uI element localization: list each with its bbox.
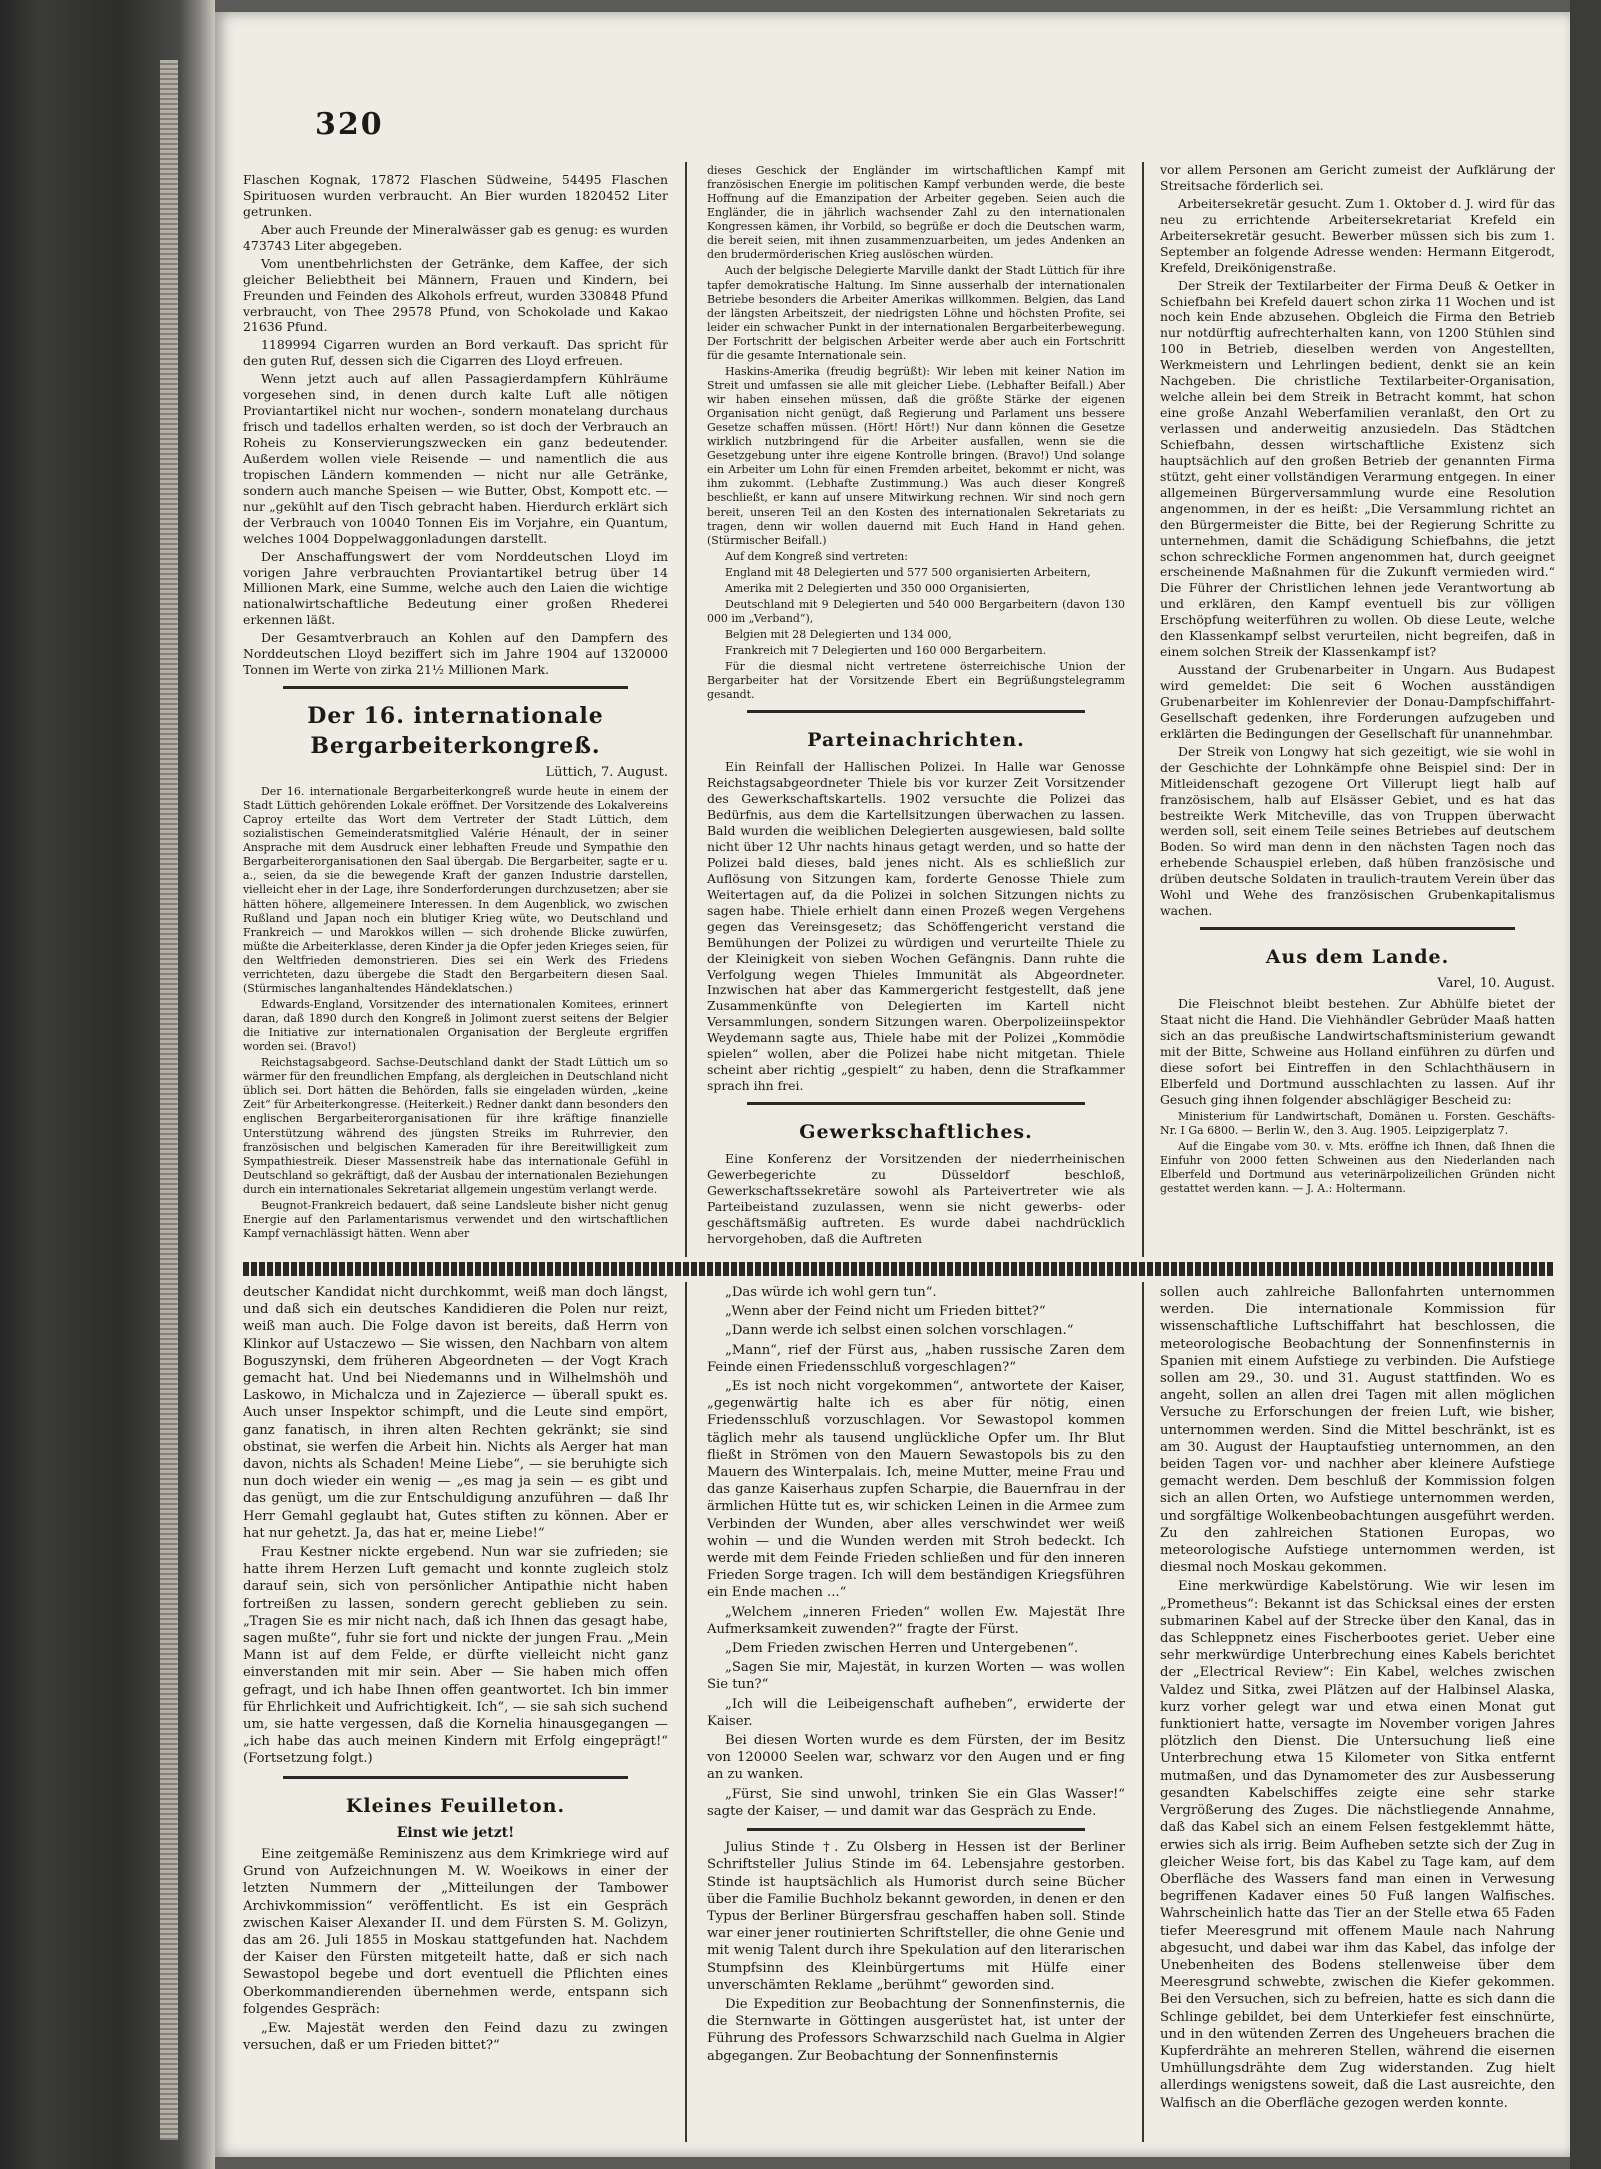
paragraph: dieses Geschick der Engländer im wirtschaftlichen Kampf mit französischen Energie im politischen Kampf verbunden werde, die beste Hoffnung auf die Emanzipation der Arbeiter gegeben. Seien auch die Engländer, die in jährlich wachsender Zahl zu den internationalen Kongressen kämen, ihr Vorbild, so begrüße er doch die Deutschen warm, die bereit seien, mit ihnen zusammenzuarbeiten, um jedes Andenken an den brudermörderischen Krieg auslöschen würden.: [707, 164, 1125, 262]
paragraph: Deutschland mit 9 Delegierten und 540 000 Bergarbeitern (davon 130 000 im „Verband“),: [707, 597, 1125, 625]
paragraph: Flaschen Kognak, 17872 Flaschen Südweine, 54495 Flaschen Spirituosen wurden verbraucht. An Bier wurden 1820452 Liter getrunken.: [243, 172, 668, 219]
paragraph: Frankreich mit 7 Delegierten und 160 000 Bergarbeitern.: [725, 644, 1047, 658]
paragraph: Ein Reinfall der Hallischen Polizei. In Halle war Genosse Reichstagsabgeordneter Thiele bis vor kurzer Zeit Vorsitzender des Gewerkschaftskartells. 1902 versuchte die Polizei das Bedürfnis, aus dem die Kartellsitzungen überwachen zu lassen. Bald wurden die weiblichen Delegierten ausgewiesen, bald sollte nicht über 12 Uhr nachts hinaus getagt werden, und so hatte der Polizei bald dieses, bald jenes nicht. Als es schließlich zur Auflösung von Sitzungen kam, forderte Genosse Thiele zum Weitertagen auf, da die Polizei in solchen Sitzungen nichts zu sagen habe. Thiele erhielt dann einen Prozeß wegen Vergehens gegen das Vereinsgesetz; das Schöffengericht verstand die Bemühungen der Polizei zu würdigen und verurteilte Thiele zu der Kleinigkeit von sieben Wochen Gefängnis. Dann ruhte die Verfolgung wegen Thieles Immunität als Abgeordneter. Inzwischen hat aber das Kammergericht festgestellt, daß jene Zusammenkünfte von Delegierten im Kartell nicht Versammlungen, sondern Sitzungen waren. Oberpolizeiinspektor Weydemann sagte aus, Thiele habe mit der Polizei „Kommödie spielen“ wollen, aber die Polizei habe nicht mitgetan. Thiele scheint aber richtig „gespielt“ zu haben, denn die Strafkammer sprach ihn frei.: [707, 759, 1125, 1094]
paragraph: „Ew. Majestät werden den Feind dazu zu zwingen versuchen, daß er um Frieden bittet?“: [243, 2020, 668, 2054]
section-heading: Gewerkschaftliches.: [799, 1121, 1033, 1143]
paragraph: „Es ist noch nicht vorgekommen“, antwortete der Kaiser, „gegenwärtig halte ich es aber für nötig, einen Friedensschluß vorzuschlagen. Vor Sewastopol kommen täglich mehr als tausend unglückliche Opfer um. Ihr Blut fließt in Strömen von den Mauern Sewastopols bis zu den Mauern des Winterpalais. Ich, meine Mutter, meine Frau und das ganze Kaiserhaus zupfen Scharpie, die Bauernfrau in der ärmlichen Hütte tut es, wir schicken Leinen in die Armee zum Verbinden der Wunden, aber alles verschwindet wer weiß wohin — und die Wunden werden mit Stroh bedeckt. Ich werde mit dem Feinde Frieden schließen und für den inneren Frieden Sorge tragen. Ich will dem beständigen Kriegsführen ein Ende machen ...“: [707, 1379, 1125, 1601]
paragraph: „Wenn aber der Feind nicht um Frieden bittet?“: [725, 1304, 1046, 1320]
feuilleton-column-1: [243, 1284, 668, 2056]
paragraph: Ausstand der Grubenarbeiter in Ungarn. Aus Budapest wird gemeldet: Die seit 6 Wochen ausständigen Grubenarbeiter im Kohlenrevier der Donau-Dampfschiffahrt-Gesellschaft gedenken, ihre Forderungen aufzugeben und erklärten die Bedingungen der Gesellschaft für unannehmbar.: [1160, 662, 1555, 741]
paragraph: vor allem Personen am Gericht zumeist der Aufklärung der Streitsache förderlich sei.: [1160, 162, 1555, 193]
article-subheading: Einst wie jetzt!: [396, 1824, 515, 1841]
paragraph: Vom unentbehrlichsten der Getränke, dem Kaffee, der sich gleicher Beliebtheit bei Männern, Frauen und Kindern, bei Freunden und Feinden des Alkohols erfreut, wurden 330848 Pfund verbraucht, von Thee 29578 Pfund, von Schokolade und Kakao 21636 Pfund.: [243, 255, 668, 335]
paragraph: Die Expedition zur Beobachtung der Sonnenfinsternis, die die Sternwarte in Göttingen ausgerüstet hat, ist unter der Führung des Professors Schwarzschild nach Guelma in Algier abgegangen. Zur Beobachtung der Sonnenfinsternis: [707, 1996, 1125, 2064]
paragraph: Der 16. internationale Bergarbeiterkongreß wurde heute in einem der Stadt Lüttich gehörenden Lokale eröffnet. Der Vorsitzende des Lokalvereins Caproy erteilte das Wort dem Vertreter der Stadt Lüttich, dem sozialistischen Gemeinderatsmitglied Valérie Hénault, der in seiner Ansprache mit dem Ausdruck einer lebhaften Freude und Sympathie den Bergarbeiterorganisationen den Saal übergab. Die Bergarbeiter, sagte er u. a., seien, da sie die bewegende Kraft der ganzen Industrie darstellen, vielleicht eher in der Lage, ihre Sonderforderungen durchzusetzen; aber sie hätten höhere, allgemeinere Interessen. In dem Augenblick, wo zwischen Rußland und Japan noch ein blutiger Krieg wüte, wo Deutschland und Frankreich — und Marokkos willen — sich drohende Blicke zuwürfen, müßte die Arbeiterklasse, deren Kinder ja die Opfer jeden Krieges seien, für den Weltfrieden demonstrieren. Dies sei ein Werk des Friedens verrichteten, dazu übergebe die Stadt den Bergarbeitern diesen Saal. (Stürmisches langanhaltendes Händeklatschen.): [243, 785, 668, 995]
section-heading: Parteinachrichten.: [807, 729, 1025, 752]
paragraph: „Das würde ich wohl gern tun“.: [725, 1285, 937, 1300]
paragraph: Auf die Eingabe vom 30. v. Mts. eröffne ich Ihnen, daß Ihnen die Einfuhr von 2000 fetten Schweinen aus den Niederlanden nach Elberfeld und Dortmund aus veterinärpolizeilichen Gründen nicht gestattet werden kann. — J. A.: Holtermann.: [1160, 1139, 1555, 1195]
book-binding: [0, 0, 215, 2169]
paragraph: Beugnot-Frankreich bedauert, daß seine Landsleute bisher nicht genug Energie auf den Parlamentarismus verwendet und den wirtschaftlichen Kampf vernachlässigt hätten. Wenn aber: [243, 1198, 668, 1240]
paragraph: Amerika mit 2 Delegierten und 350 000 Organisierten,: [725, 581, 1030, 595]
paragraph: „Sagen Sie mir, Majestät, in kurzen Worten — was wollen Sie tun?“: [707, 1660, 1125, 1693]
paragraph: „Fürst, Sie sind unwohl, trinken Sie ein Glas Wasser!“ sagte der Kaiser, — und damit war das Gespräch zu Ende.: [707, 1786, 1125, 1819]
divider: [747, 1828, 1085, 1831]
column-rule: [1142, 1282, 1144, 2142]
divider: [747, 710, 1085, 713]
paragraph: Frau Kestner nickte ergebend. Nun war sie zufrieden; sie hatte ihrem Herzen Luft gemacht und konnte zugleich stolz darauf sein, sich von persönlicher Antipathie nicht haben fortreißen zu lassen, sondern gerecht geblieben zu sein. „Tragen Sie es mir nicht nach, daß ich Ihnen das gesagt habe, sagen mußte“, fuhr sie fort und nickte der jungen Frau. „Mein Mann ist auf dem Felde, er dürfte vielleicht nicht ganz einverstanden mit mir sein. Aber — Sie haben mich offen gefragt, und ich habe Ihnen offen geantwortet. Ich bin immer für Ehrlichkeit und Aufrichtigkeit. Ich“, — sie sah sich suchend um, sie hatte vergessen, daß die Kornelia hinausgegangen — „ich habe das auch meinen Kindern mit Erfolg eingeprägt!“ (Fortsetzung folgt.): [243, 1545, 668, 1767]
paragraph: Edwards-England, Vorsitzender des internationalen Komitees, erinnert daran, daß 1890 durch den Kongreß in Jolimont zuerst seitens der Belgier die Initiative zur internationalen Organisation der Bergleute ergriffen worden sei. (Bravo!): [243, 997, 668, 1054]
paragraph: Eine merkwürdige Kabelstörung. Wie wir lesen im „Prometheus“: Bekannt ist das Schicksal eines der ersten submarinen Kabel auf der Strecke über den Kanal, das in das Schleppnetz eines Fischerbootes geriet. Ueber eine sehr merkwürdige Unterbrechung eines Kabels berichtet der „Electrical Review“: Ein Kabel, welches zwischen Valdez und Sitka, zwei Plätzen auf der Halbinsel Alaska, kurz vorher gelegt war und etwa einen Monat gut funktioniert hatte, versagte im November vorigen Jahres plötzlich den Dienst. Die Untersuchung ließ eine Unterbrechung etwa 15 Kilometer von Sitka entfernt mutmaßen, und das Dynamometer des zur Ausbesserung gesandten Kabelschiffes zeigte eine sehr starke Vergrößerung des Zuges. Die nächstliegende Annahme, daß das Kabel sich an einem Felsen festgeklemmt hätte, erwies sich als irrig. Beim Aufheben setzte sich der Zug in gleicher Weise fort, bis das Kabel zu Tage kam, auf dem Oberfläche des Wassers fand man einen in Verwesung begriffenen Kadaver eines 50 Fuß langen Walfisches. Wahrscheinlich hatte das Tier an der Stelle etwa 65 Faden tiefer Meeresgrund mit offenem Maule nach Nahrung abgesucht, und dabei war ihm das Kabel, das infolge der Unebenheiten des Bodens stellenweise über dem Meeresgrund schwebte, zwischen die Kiefer gekommen. Bei den Versuchen, sich zu befreien, hatte es sich dann die Schlinge gebildet, bei dem Unterkiefer fest einschnürte, und in den wütenden Zerren des Ungeheuers brachen die Kupferdrähte an mehreren Stellen, während die eisernen Umhüllungsdrähte dem Zug widerstanden. Zug hielt allerdings wenigstens soweit, daß die Last ausreichte, den Walfisch an die Oberfläche gezogen werden konnte.: [1160, 1579, 1555, 2111]
paragraph: sollen auch zahlreiche Ballonfahrten unternommen werden. Die internationale Kommission für wissenschaftliche Luftschiffahrt hat beschlossen, die meteorologische Beobachtung der Sonnenfinsternis in Spanien mit einem Aufstiege zu verbinden. Die Aufstiege sollen am 29., 30. und 31. August stattfinden. Wo es angeht, sollen an allen drei Tagen mit allen möglichen Versuche zu Erforschungen der freien Luft, wie bisher, unternommen werden. Sind die Mittel beschränkt, ist es am 30. August der Hauptaufstieg unternommen, an den beiden Tagen vor- und nachher aber kleinere Aufstiege gemacht werden. Dem beschluß der Kommission folgen sich an allen Orten, wo Aufstiege unternommen werden, und sorgfältige Wolkenbeobachtungen ausgeführt werden. Zu den zahlreichen Stationen Europas, wo meteorologische Aufstiege unternommen werden, ist diesmal noch Moskau gekommen.: [1160, 1285, 1555, 1576]
divider: [283, 686, 628, 689]
paragraph: Aber auch Freunde der Mineralwässer gab es genug: es wurden 473743 Liter abgegeben.: [243, 221, 668, 253]
paragraph: Arbeitersekretär gesucht. Zum 1. Oktober d. J. wird für das neu zu errichtende Arbeitersekretariat Krefeld ein Arbeitersekretär gesucht. Bewerber müssen sich bis zum 1. September an folgende Adresse wenden: Hermann Eitgerodt, Krefeld, Dreikönigenstraße.: [1160, 195, 1555, 275]
paragraph: Belgien mit 28 Delegierten und 134 000,: [725, 628, 952, 641]
paragraph: „Dann werde ich selbst einen solchen vorschlagen.“: [725, 1323, 1074, 1339]
background-edge: [1570, 0, 1601, 2169]
column-2: [707, 164, 1125, 1249]
paragraph: Auf dem Kongreß sind vertreten:: [725, 549, 908, 563]
paragraph: 1189994 Cigarren wurden an Bord verkauft. Das spricht für den guten Ruf, dessen sich die Cigarren des Lloyd erfreuen.: [243, 337, 668, 369]
column-rule: [685, 1282, 687, 2142]
paragraph: Eine zeitgemäße Reminiszenz aus dem Krimkriege wird auf Grund von Aufzeichnungen M. W. Woeikows in einer der letzten Nummern der „Mitteilungen der Tambower Archivkommission“ veröffentlicht. Es ist ein Gespräch zwischen Kaiser Alexander II. und dem Fürsten S. M. Golizyn, das am 26. Juli 1855 in Moskau stattgefunden hat. Nachdem der Kaiser den Fürsten mitgeteilt hatte, daß er sich nach Sewastopol begebe und dort eventuell die Pflichten eines Oberkommandierenden übernehmen werde, entspann sich folgendes Gespräch:: [243, 1846, 668, 2017]
page-number: 320: [315, 107, 384, 142]
feuilleton-column-3: [1160, 1284, 1555, 2114]
paragraph: Ministerium für Landwirtschaft, Domänen u. Forsten. Geschäfts-Nr. I Ga 6800. — Berlin W., den 3. Aug. 1905. Leipzigerplatz 7.: [1160, 1109, 1555, 1137]
article-heading: Der 16. internationale Bergarbeiterkongreß.: [307, 703, 604, 760]
paragraph: Der Anschaffungswert der vom Norddeutschen Lloyd im vorigen Jahre verbrauchten Proviantartikel betrug über 14 Millionen Mark, eine Summe, welche auch den Laien die wichtige nationalwirtschaftliche Bedeutung einer großen Rhederei erkennen läßt.: [243, 548, 668, 628]
dateline: Varel, 10. August.: [1437, 976, 1555, 992]
paragraph: Bei diesen Worten wurde es dem Fürsten, der im Besitz von 120000 Seelen war, schwarz vor den Augen und er fing an zu wanken.: [707, 1733, 1125, 1783]
paragraph: Julius Stinde †. Zu Olsberg in Hessen ist der Berliner Schriftsteller Julius Stinde im 64. Lebensjahre gestorben. Stinde ist hauptsächlich als Humorist durch seine Bücher über die Familie Buchholz bekannt geworden, in denen er den Typus der Berliner Bürgersfrau geschaffen haben soll. Stinde war einer jener routinierten Schriftsteller, die ohne Genie und mit wenig Talent durch ihre Spekulation auf den literarischen Stumpfsinn des Kleinbürgertums mit Hülfe einer unverschämten Reklame „berühmt“ geworden sind.: [707, 1840, 1125, 1993]
dateline: Lüttich, 7. August.: [545, 765, 668, 781]
paragraph: Der Streik von Longwy hat sich gezeitigt, wie sie wohl in der Geschichte der Lohnkämpfe ohne Beispiel sind: Der in Mitleidenschaft gezogene Ort Villerupt liegt halb auf französischem, halb auf Elsässer Gebiet, und es hat das bestreikte Werk Mitcheville, das von Truppen überwacht werden soll, seit einem Teile seines Betriebes auf deutschem Boden. So wird man denn in den nächsten Tagen noch das erhebende Schauspiel erleben, daß hüben französische und drüben deutsche Soldaten in traulich-trautem Verein über das Wohl und Wehe des französischen Grubenkapitalismus wachen.: [1160, 743, 1555, 919]
page-edges: [160, 60, 178, 2140]
paragraph: „Welchem „inneren Frieden“ wollen Ew. Majestät Ihre Aufmerksamkeit zuwenden?“ fragte der Fürst.: [707, 1604, 1125, 1637]
paragraph: „Mann“, rief der Fürst aus, „haben russische Zaren dem Feinde einen Friedensschluß vorgeschlagen?“: [707, 1342, 1125, 1375]
paragraph: deutscher Kandidat nicht durchkommt, weiß man doch längst, und daß sich ein deutsches Kandidieren die Polen nur reizt, weiß man auch. Die Folge davon ist bereits, daß Herrn von Klinkor auf Ustaczewo — Sie wissen, den Nachbarn von altem Boguszynski, dem früheren Abgeordneten — der Vogt Krach gemacht hat. Und bei Niedemanns und in Wilhelmshöh und Laskowo, in Michalcza und in Zajezierce — überall spukt es. Auch unser Inspektor schimpft, und die Leute sind empört, ganz fanatisch, in ihren alten Rechten gekränkt; sie sind obstinat, sie werfen die Arbeit hin. Nichts als Aerger hat man davon, nichts als Schaden! Meine Liebe“, — sie beruhigte sich nun doch wieder ein wenig — „es mag ja sein — es gibt und das genügt, um die zur Entschuldigung anzuführen — daß Ihr Herr Gemahl geglaubt hat, Gutes stiften zu können. Aber er hat nur gehetzt. Ja, das hat er, meine Liebe!“: [243, 1285, 668, 1541]
divider: [747, 1102, 1085, 1105]
paragraph: Für die diesmal nicht vertretene österreichische Union der Bergarbeiter hat der Vorsitzende Ebert ein Begrüßungstelegramm gesandt.: [707, 660, 1125, 702]
paragraph: Haskins-Amerika (freudig begrüßt): Wir leben mit keiner Nation im Streit und umfassen sie alle mit gleicher Liebe. (Lebhafter Beifall.) Aber wir haben einsehen müssen, daß die größte Stärke der eigenen Organisation nicht genügt, daß Regierung und Parlament uns bessere Gesetze schaffen müssen. (Hört! Hört!) Nur dann können die Gesetze wirklich nutzbringend für die Arbeiter ausfallen, wenn sie die Gesetzgebung unter ihre eigene Kontrolle bringen. (Bravo!) Und solange ein Arbeiter um Lohn für einen Fremden arbeitet, bekommt er nicht, was ihm zukommt. (Lebhafte Zustimmung.) Was auch dieser Kongreß beschließt, er kann auf unsere Mitwirkung rechnen. Wir sind noch gern bereit, unseren Teil an den Kosten des internationalen Sekretariats zu tragen, denn wir wollen dauernd mit Euch Hand in Hand gehen. (Stürmischer Beifall.): [707, 364, 1125, 547]
newspaper-page: [215, 12, 1570, 2157]
paragraph: Wenn jetzt auch auf allen Passagierdampfern Kühlräume vorgesehen sind, in denen durch kalte Luft alle nötigen Proviantartikel nicht nur wochen-, sondern monatelang durchaus frisch und tadellos erhalten werden, so ist doch der Verbrauch an Roheis zu Konservierungszwecken ein ganz bedeutender. Außerdem wollen viele Reisende — und namentlich die aus tropischen Ländern kommenden — nicht nur alle Getränke, sondern auch manche Speisen — wie Butter, Obst, Kompott etc. — nur „gekühlt auf den Tisch gebracht haben. Hierdurch erklärt sich der Verbrauch von 10040 Tonnen Eis im Vorjahre, ein Quantum, welches 1004 Doppelwaggonladungen darstellt.: [243, 371, 668, 546]
paragraph: Der Gesamtverbrauch an Kohlen auf den Dampfern des Norddeutschen Lloyd beziffert sich im Jahre 1904 auf 1320000 Tonnen im Werte von zirka 21½ Millionen Mark.: [243, 630, 668, 678]
feuilleton-column-2: [707, 1284, 1125, 2067]
section-heading: Aus dem Lande.: [1265, 946, 1450, 969]
paragraph: Eine Konferenz der Vorsitzenden der niederrheinischen Gewerbegerichte zu Düsseldorf beschloß, Gewerkschaftssekretäre sowohl als Parteivertreter wie als Parteibeistand zuzulassen, wenn sie nicht gewerbs- oder geschäftsmäßig auftreten. Es wurde dabei nachdrücklich hervorgehoben, daß die Auftreten: [707, 1151, 1125, 1246]
paragraph: Die Fleischnot bleibt bestehen. Zur Abhülfe bietet der Staat nicht die Hand. Die Viehhändler Gebrüder Maaß hatten sich an das preußische Landwirtschaftsministerium gewandt mit der Bitte, Schweine aus Holland einführen zu dürfen und diese sofort bei Eintreffen in den Schlachthäusern in Elberfeld und Dortmund ausschlachten zu lassen. Auf ihr Gesuch ging ihnen folgender abschlägiger Bescheid zu:: [1160, 996, 1555, 1107]
divider: [283, 1776, 628, 1779]
paragraph: „Dem Frieden zwischen Herren und Untergebenen“.: [725, 1641, 1079, 1657]
divider: [1200, 927, 1515, 930]
section-heading: Kleines Feuilleton.: [345, 1794, 566, 1817]
paragraph: Auch der belgische Delegierte Marville dankt der Stadt Lüttich für ihre tapfer demokratische Haltung. Im Sinne ausserhalb der internationalen Betriebe besonders die Arbeiter Amerikas willkommen. Belgien, das Land der längsten Arbeitszeit, der niedrigsten Löhne und höchsten Profite, sei leider ein schwacher Punkt in der internationalen Bergarbeiterbewegung. Der Fortschritt der belgischen Arbeiter werde aber auch ein Fortschritt für die gesamte Internationale sein.: [707, 264, 1125, 362]
column-1: [243, 172, 668, 1243]
column-rule: [685, 162, 687, 1257]
paragraph: Der Streik der Textilarbeiter der Firma Deuß & Oetker in Schiefbahn bei Krefeld dauert schon zirka 11 Wochen und ist noch kein Ende abzusehen. Obgleich die Firma den Betrieb nur notdürftig aufrechterhalten kann, von 1200 Stühlen sind 100 in Betrieb, dieselben werden von Angestellten, Werkmeistern und Lehrlingen bedient, denkt sie an kein Nachgeben. Die christliche Textilarbeiter-Organisation, welche allein bei dem Streik in Betracht kommt, hat schon eine große Anzahl Weberfamilien veranlaßt, den Ort zu verlassen und anderweitig anzusiedeln. Das Städtchen Schiefbahn, dessen wirtschaftliche Existenz sich hauptsächlich auf den großen Betrieb der genannten Firma stützt, geht einer vollständigen Verarmung entgegen. In einer allgemeinen Bürgerversammlung wurde eine Resolution angenommen, in der es heißt: „Die Versammlung richtet an den Bürgermeister die Bitte, bei der Regierung Schritte zu unternehmen, damit die Schädigung Schiefbahns, die jetzt schon schreckliche Formen angenommen hat, durch geeignet erscheinende Maßnahmen für die Zukunft vermieden wird.“ Die Führer der Christlichen lehnen jede Verantwortung ab und erklären, den Kampf eventuell bis zur völligen Erschöpfung weiterführen zu wollen. Ob diese Leute, welche den Klassenkampf selbst verurteilen, nicht begreifen, daß in einem solchen Streik der Klassenkampf ist?: [1160, 277, 1555, 660]
column-3: [1160, 162, 1555, 1198]
feuilleton-divider: [243, 1262, 1555, 1276]
paragraph: England mit 48 Delegierten und 577 500 organisierten Arbeitern,: [725, 565, 1091, 579]
column-rule: [1142, 162, 1144, 1257]
paragraph: Reichstagsabgeord. Sachse-Deutschland dankt der Stadt Lüttich um so wärmer für den freundlichen Empfang, als dergleichen in Deutschland nicht üblich sei. Dort hätten die Behörden, falls sie eingeladen würden, „keine Zeit“ für Arbeiterkongresse. (Heiterkeit.) Redner dankt dann besonders den englischen Bergarbeiterorganisationen für ihre kräftige finanzielle Unterstützung während des jüngsten Streiks im Ruhrrevier, den französischen und belgischen Kameraden für ihre Bereitwilligkeit zum Sympathiestreik. Dieser Massenstreik habe das internationale Gefühl in Deutschland so gekräftigt, daß der Ausbau der internationalen Beziehungen durch ein internationales Sekretariat allgemein ungestüm verlangt werde.: [243, 1056, 668, 1196]
paragraph: „Ich will die Leibeigenschaft aufheben“, erwiderte der Kaiser.: [707, 1696, 1125, 1729]
